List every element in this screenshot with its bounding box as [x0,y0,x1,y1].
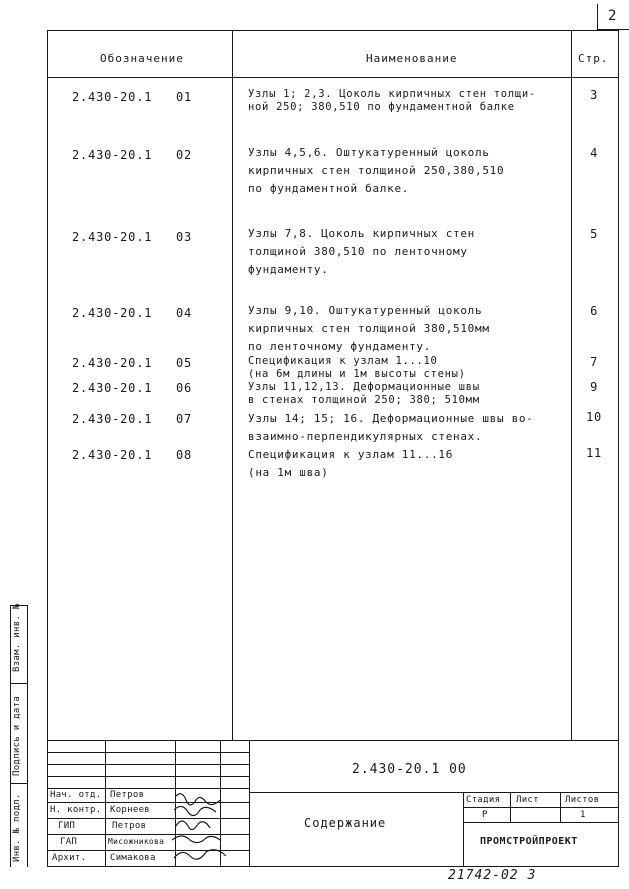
signatory-name: Симакова [110,853,156,863]
header-name: Наименование [366,52,458,65]
signatory-role: Нач. отд. [50,790,102,800]
row-number: 02 [176,148,193,162]
row-code: 2.430-20.1 [72,356,153,370]
row-page: 7 [590,355,598,369]
row-name: Узлы 14; 15; 16. Деформационные швы во- взаимно-перпендикулярных стенах. [248,412,534,443]
row-page: 3 [590,88,598,102]
list-value: 1 [580,810,586,820]
row-page: 6 [590,304,598,318]
signatory-name: Корнеев [110,805,151,815]
row-number: 01 [176,90,193,104]
side-label-vzam: Взам. инв. № [12,603,22,672]
signatory-name: Петров [110,790,145,800]
frame-top [47,30,619,31]
row-page: 11 [586,446,602,460]
frame-bottom [47,866,619,867]
row-number: 04 [176,306,193,320]
side-label-podpis: Подпись и дата [12,695,22,776]
signatory-role: Н. контр. [50,805,102,815]
document-code: 2.430-20.1 00 [352,762,467,777]
header-designation: Обозначение [100,52,184,65]
organization-name: ПРОМСТРОЙПРОЕКТ [480,836,578,847]
signatory-name: Мисожникова [108,837,165,846]
row-code: 2.430-20.1 [72,148,153,162]
document-title: Содержание [304,816,387,830]
row-number: 08 [176,448,193,462]
row-name: Узлы 9,10. Оштукатуренный цоколь кирпичных стен толщиной 380,510мм по ленточному фундаменту. [248,304,490,353]
row-code: 2.430-20.1 [72,412,153,426]
frame-left [47,30,48,867]
listov-label: Листов [565,795,600,805]
row-number: 05 [176,356,193,370]
row-name: Узлы 11,12,13. Деформационные швы в стенах толщиной 250; 380; 510мм [248,381,480,406]
row-name: Спецификация к узлам 11...16 (на 1м шва) [248,448,454,479]
row-code: 2.430-20.1 [72,90,153,104]
stadia-label: Стадия [466,795,501,805]
row-name: Узлы 4,5,6. Оштукатуренный цоколь кирпичных стен толщиной 250,380,510 по фундаментной балке. [248,146,505,195]
row-page: 10 [586,410,602,424]
row-name: Узлы 7,8. Цоколь кирпичных стен толщиной 380,510 по ленточному фундаменту. [248,227,475,276]
row-page: 9 [590,380,598,394]
row-page: 4 [590,146,598,160]
side-label-inv-podl: Инв. № подл. [12,793,22,862]
signatory-role: Архит. [52,853,87,863]
row-code: 2.430-20.1 [72,230,153,244]
row-code: 2.430-20.1 [72,306,153,320]
sheet-corner-number: 2 [608,8,618,24]
row-code: 2.430-20.1 [72,381,153,395]
row-page: 5 [590,227,598,241]
signature-scribbles [170,788,250,868]
signatory-role: ГАП [60,837,78,847]
signatory-name: Петров [112,821,147,831]
footer-archive-number: 21742-02 3 [448,868,537,883]
row-number: 03 [176,230,193,244]
row-code: 2.430-20.1 [72,448,153,462]
signatory-role: ГИП [58,821,76,831]
row-name: Спецификация к узлам 1...10 (на 6м длины и 1м высоты стены) [248,355,466,380]
frame-right [618,30,619,867]
header-page: Стр. [578,52,609,65]
row-number: 06 [176,381,193,395]
list-label: Лист [516,795,539,805]
row-number: 07 [176,412,193,426]
row-name: Узлы 1; 2,3. Цоколь кирпичных стен толщи- ной 250; 380,510 по фундаментной балке [248,88,536,113]
stadia-value: Р [482,810,488,820]
